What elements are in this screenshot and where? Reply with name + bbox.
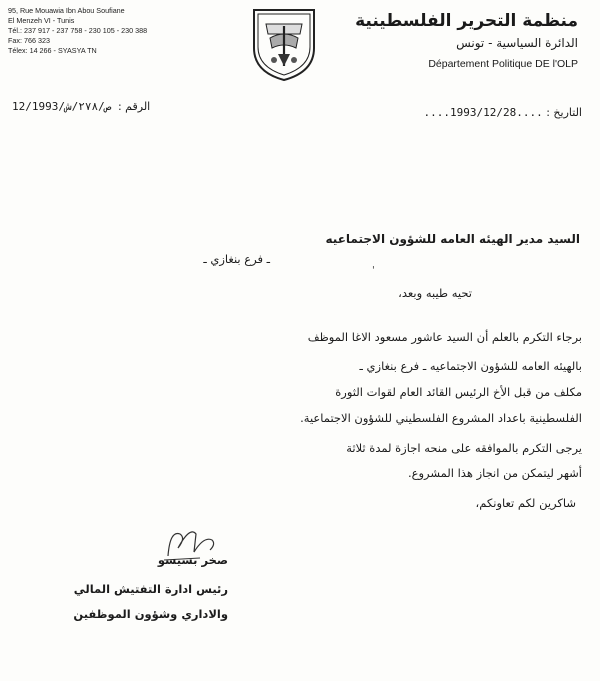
paragraph-line: بالهيئه العامه للشؤون الاجتماعيه ـ فرع بنغازي ـ [359,359,582,373]
paragraph-line: مكلف من قبل الأخ الرئيس القائد العام لقوات الثورة [335,385,582,399]
paragraph-line: الفلسطينية باعداد المشروع الفلسطيني للشؤون الاجتماعية. [300,411,582,425]
address-line: 95, Rue Mouawia Ibn Abou Soufiane [8,6,125,15]
address-line: Fax: 766 323 [8,36,50,45]
department-french: Département Politique DE l'OLP [428,58,578,70]
closing: شاكرين لكم تعاونكم، [475,496,576,510]
paragraph-line: يرجى التكرم بالموافقه على منحه اجازة لمدة ثلاثة [346,441,582,455]
signatory-name: صخر بسيسو [157,553,228,567]
reference-label: الرقم : [117,100,151,113]
paragraph-line: أشهر ليتمكن من انجاز هذا المشروع. [407,466,582,480]
address-line: Télex: 14 266 - SYASYA TN [8,46,97,55]
date-label: التاريخ : [546,106,582,119]
address-line: El Menzeh VI - Tunis [8,16,75,25]
signatory-title: رئيس ادارة التفتيش المالي [73,582,228,596]
letter-date [424,106,583,119]
reference-date-row [0,100,600,122]
paragraph-line: برجاء التكرم بالعلم أن السيد عاشور مسعود الاغا الموظف [307,330,582,344]
recipient: السيد مدير الهيئه العامه للشؤون الاجتماعيه [325,232,580,246]
department-arabic: الدائرة السياسية - تونس [456,36,578,50]
org-name-arabic: منظمة التحرير الفلسطينية [355,11,578,31]
reference-number [12,100,150,113]
branch: ـ فرع بنغازي ـ [203,252,270,266]
signatory-title: والاداري وشؤون الموظفين [73,607,228,621]
address-line: Tél.: 237 917 - 237 758 - 230 105 - 230 388 [8,26,148,35]
reference-value: ص/٢٧٨/ش/12/1993 [12,100,112,113]
greeting: تحيه طيبه وبعد، [398,286,472,300]
organization-header [355,10,578,70]
plo-emblem-icon [250,4,318,82]
address-block [8,6,147,56]
stray-mark: ' [372,265,375,276]
date-value: ....1993/12/28.... [423,106,543,119]
